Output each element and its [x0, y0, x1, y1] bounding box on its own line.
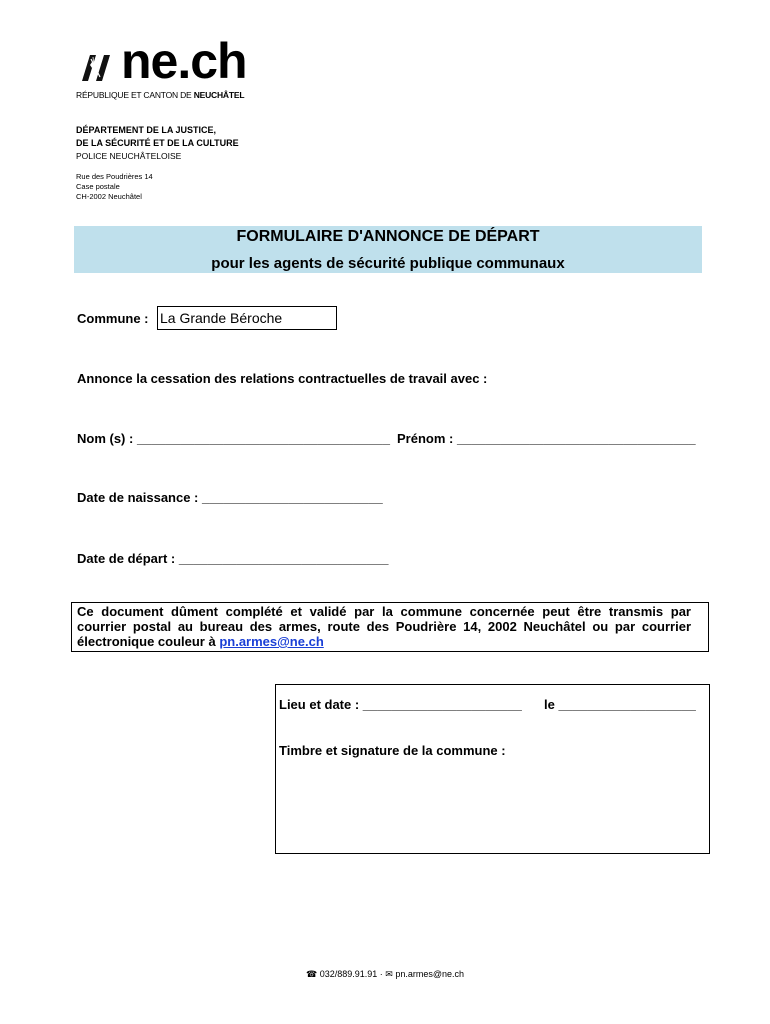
- footer-contact: [0, 969, 770, 980]
- form-title: FORMULAIRE D'ANNONCE DE DÉPART: [236, 228, 540, 245]
- footer-phone: 032/889.91.91: [319, 969, 378, 979]
- le-date-field[interactable]: le ___________________: [544, 697, 696, 712]
- footer-email[interactable]: pn.armes@ne.ch: [395, 969, 465, 979]
- prenom-field[interactable]: Prénom : _________________________________: [397, 431, 696, 446]
- date-depart-field[interactable]: Date de départ : _____________________________: [77, 551, 389, 566]
- footer-separator: ·: [379, 969, 383, 979]
- logo-text: ne.ch: [121, 33, 247, 89]
- postal-address: Rue des Poudrières 14 Case postale CH-2002 Neuchâtel: [76, 172, 153, 201]
- service-name: POLICE NEUCHÂTELOISE: [76, 151, 182, 161]
- commune-value: La Grande Béroche: [160, 310, 283, 326]
- stamp-signature-label: Timbre et signature de la commune :: [279, 743, 506, 758]
- date-naissance-field[interactable]: Date de naissance : _________________________: [77, 490, 383, 505]
- canton-logo-stripes-icon: [76, 55, 120, 81]
- nom-field[interactable]: Nom (s) : ___________________________________: [77, 431, 390, 446]
- lieu-date-field[interactable]: Lieu et date : ______________________: [279, 697, 522, 712]
- notice-text: Ce document dûment complété et validé par la commune concernée peut être transmis par courrier postal au bureau des armes, route des Poudrière 14, 2002 Neuchâtel ou par courrier électronique couleur à pn.armes@ne.ch: [77, 604, 691, 649]
- commune-label: Commune :: [77, 311, 149, 326]
- email-link[interactable]: pn.armes@ne.ch: [219, 634, 324, 649]
- department-name: DÉPARTEMENT DE LA JUSTICE, DE LA SÉCURITÉ ET DE LA CULTURE: [76, 125, 239, 148]
- form-subtitle: pour les agents de sécurité publique communaux: [211, 255, 565, 272]
- announcement-text: Annonce la cessation des relations contractuelles de travail avec :: [77, 371, 488, 386]
- logo-subtitle: RÉPUBLIQUE ET CANTON DE NEUCHÂTEL: [76, 90, 245, 100]
- phone-icon: ☎: [305, 969, 318, 979]
- envelope-icon: ✉: [385, 969, 393, 979]
